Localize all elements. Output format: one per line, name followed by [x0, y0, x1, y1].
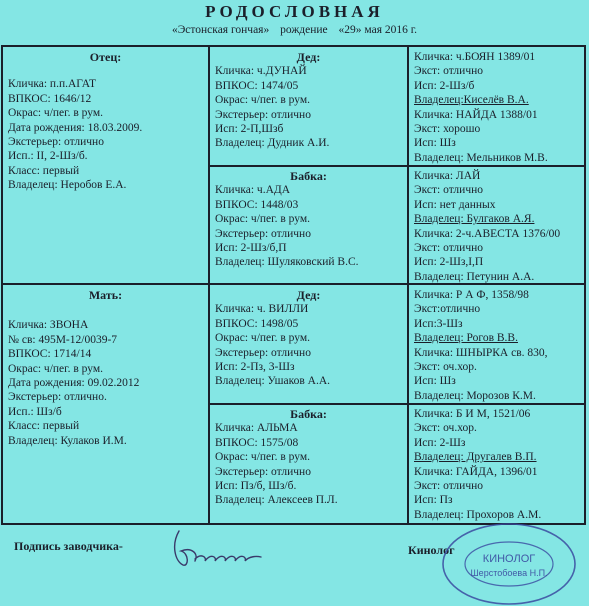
mother-heading: Мать: [88, 288, 123, 302]
mf-line: Кличка: ч. ВИЛЛИ [215, 303, 309, 316]
ggp-owner: Владелец: Мельников М.В. [414, 151, 548, 164]
stamp-name: Шерстобоева Н.П. [470, 568, 548, 578]
ff-line: Исп: 2-П,Шзб [215, 123, 284, 136]
ggp-line: Кличка: ЛАЙ [414, 170, 481, 182]
mother-line: Дата рождения: 09.02.2012 [8, 377, 140, 390]
mother-line: Экстерьер: отлично. [8, 391, 107, 404]
father-line: Экстерьер: отлично [8, 136, 104, 149]
ggp-line: Экст: отлично [414, 184, 484, 197]
mm-line: ВПКОС: 1575/08 [215, 436, 299, 449]
ggp-owner: Владелец: Рогов В.В. [414, 332, 518, 345]
breed: «Эстонская гончая» [171, 24, 270, 36]
ggp-line: Исп: 2-Шз/б [414, 79, 475, 92]
great-grandparents-cell-4 [409, 406, 584, 523]
great-grandparents-cell-1 [409, 49, 584, 165]
father-heading: Отец: [89, 50, 122, 64]
father-line: Кличка: п.п.АГАТ [8, 78, 97, 91]
ff-line: ВПКОС: 1474/05 [215, 79, 299, 92]
ggp-line: Исп:3-Шз [414, 317, 463, 330]
grandfather-heading: Дед: [296, 288, 321, 302]
mf-line: Исп: 2-Пз, 3-Шз [215, 361, 295, 374]
mother-line: ВПКОС: 1714/14 [8, 348, 92, 361]
handwritten-signature-icon [165, 523, 275, 573]
paternal-grandmother-cell [210, 168, 407, 283]
ggp-line: Кличка: ч.БОЯН 1389/01 [414, 51, 536, 63]
grandfather-heading: Дед: [296, 50, 321, 64]
subtitle [0, 24, 589, 36]
mother-line: Владелец: Кулаков И.М. [8, 434, 127, 447]
mother-cell [3, 287, 208, 523]
mother-line: № св: 495М-12/0039-7 [8, 333, 118, 346]
ggp-line: Экст: отлично [414, 480, 484, 493]
great-grandparents-cell-3 [409, 287, 584, 403]
ggp-owner: Владелец: Петунин А.А. [414, 270, 535, 283]
ggp-line: Экст:отлично [414, 303, 481, 316]
mother-line: Исп.: Шз/б [8, 405, 62, 418]
ggp-line: Экст: оч.хор. [414, 422, 477, 435]
mother-line: Окрас: ч/пег. в рум. [8, 362, 103, 375]
ggp-owner: Владелец: Булгаков А.Я. [414, 213, 535, 226]
ggp-line: Кличка: Р А Ф, 1358/98 [414, 289, 529, 301]
ggp-owner: Владелец: Морозов К.М. [414, 389, 536, 402]
ggp-line: Кличка: Б И М, 1521/06 [414, 408, 531, 420]
great-grandparents-cell-2 [409, 168, 584, 283]
ggp-line: Экст: отлично [414, 242, 484, 255]
ggp-line: Исп: Шз [414, 137, 456, 150]
mm-line: Кличка: АЛЬМА [215, 422, 298, 435]
father-line: Дата рождения: 18.03.2009. [8, 121, 143, 134]
ggp-line: Кличка: ГАЙДА, 1396/01 [414, 465, 538, 478]
fm-line: Окрас: ч/пег. в рум. [215, 213, 310, 226]
father-cell [3, 49, 208, 283]
breeder-signature-label: Подпись заводчика- [14, 539, 123, 553]
ggp-line: Кличка: 2-ч.АВЕСТА 1376/00 [414, 227, 561, 240]
ff-line: Экстерьер: отлично [215, 108, 311, 121]
father-line: Класс: первый [8, 164, 80, 177]
mother-line: Класс: первый [8, 420, 80, 433]
birth-date: «29» мая 2016 г. [338, 24, 418, 36]
mm-line: Окрас: ч/пег. в рум. [215, 451, 310, 464]
paternal-grandfather-cell [210, 49, 407, 165]
birth-label: рождение [280, 24, 328, 36]
ff-line: Кличка: ч.ДУНАЙ [215, 65, 307, 78]
fm-line: Владелец: Шуляковский В.С. [215, 256, 359, 269]
page-title: РОДОСЛОВНАЯ [205, 2, 384, 21]
father-line: Окрас: ч/пег. в рум. [8, 107, 103, 120]
father-line: Исп.: II, 2-Шз/б. [8, 150, 88, 163]
father-line: Владелец: Неробов Е.А. [8, 179, 127, 192]
ff-line: Окрас: ч/пег. в рум. [215, 94, 310, 107]
ggp-line: Исп: Шз [414, 375, 456, 388]
mf-line: Окрас: ч/пег. в рум. [215, 332, 310, 345]
mf-line: Экстерьер: отлично [215, 346, 311, 359]
fm-line: Исп: 2-Шз/б,П [215, 242, 287, 255]
ggp-line: Кличка: НАЙДА 1388/01 [414, 108, 538, 121]
maternal-grandfather-cell [210, 287, 407, 403]
mm-line: Исп: Пз/б, Шз/б. [215, 480, 297, 493]
grandmother-heading: Бабка: [290, 169, 327, 183]
mf-line: ВПКОС: 1498/05 [215, 317, 299, 330]
mm-line: Экстерьер: отлично [215, 465, 311, 478]
ggp-line: Экст: отлично [414, 65, 484, 78]
mother-line: Кличка: ЗВОНА [8, 319, 89, 332]
ggp-line: Исп: 2-Шз [414, 436, 466, 449]
grandmother-heading: Бабка: [290, 407, 327, 421]
ggp-line: Кличка: ШНЫРКА св. 830, [414, 346, 548, 359]
ggp-owner: Владелец:Киселёв В.А. [414, 94, 529, 107]
ggp-line: Исп: нет данных [414, 198, 496, 211]
ggp-line: Исп: 2-Шз,І,П [414, 256, 484, 269]
stamp-seal-icon [434, 512, 584, 606]
ggp-line: Исп: Пз [414, 494, 453, 507]
stamp-title: КИНОЛОГ [482, 553, 536, 565]
cynologist-label: Кинолог [408, 543, 455, 557]
ff-line: Владелец: Дудник А.И. [215, 137, 330, 150]
maternal-grandmother-cell [210, 406, 407, 523]
mf-line: Владелец: Ушаков А.А. [215, 375, 331, 388]
fm-line: ВПКОС: 1448/03 [215, 198, 299, 211]
ggp-line: Экст: хорошо [414, 123, 481, 136]
mm-line: Владелец: Алексеев П.Л. [215, 494, 338, 507]
ggp-owner: Владелец: Прохоров А.М. [414, 508, 542, 521]
fm-line: Кличка: ч.АДА [215, 184, 291, 197]
ggp-line: Экст: оч.хор. [414, 361, 477, 374]
father-line: ВПКОС: 1646/12 [8, 92, 92, 105]
fm-line: Экстерьер: отлично [215, 227, 311, 240]
ggp-owner: Владелец: Другалев В.П. [414, 451, 537, 464]
pedigree-table [1, 45, 586, 525]
